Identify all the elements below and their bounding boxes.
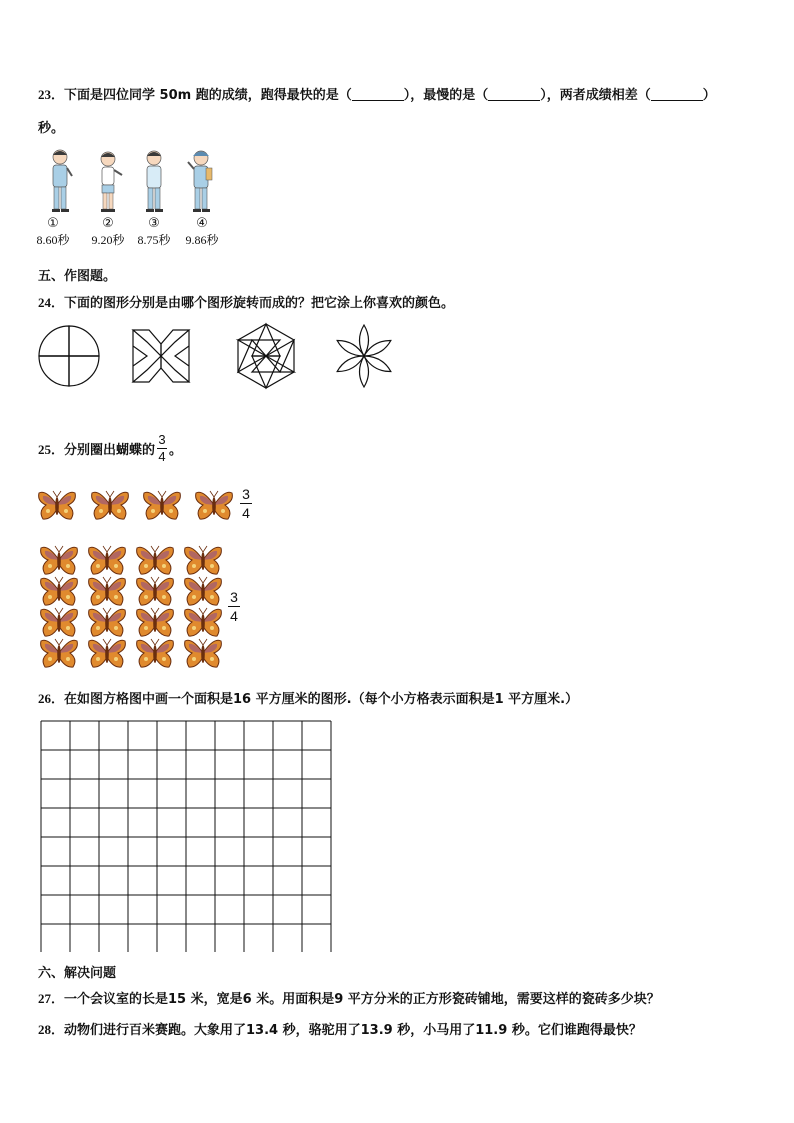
q25-fraction: [157, 433, 167, 464]
butterfly-icon[interactable]: [88, 606, 126, 638]
q23-text-a: 下面是四位同学 50m 跑的成绩，跑得最快的是（: [64, 88, 352, 103]
square-grid[interactable]: [40, 720, 332, 956]
butterfly-row-fraction-numerator: 3: [242, 486, 250, 502]
butterfly-icon[interactable]: [184, 637, 222, 669]
q23-line2: 秒。: [38, 121, 65, 136]
q23-number: 23．: [38, 87, 65, 102]
student-1-time: 8.60秒: [36, 233, 70, 247]
butterfly-grid-fraction-numerator: 3: [230, 589, 238, 605]
q25-fraction-numerator: 3: [158, 432, 166, 447]
q25-text-b: 。: [169, 443, 183, 458]
q23-blank-fastest[interactable]: [352, 88, 404, 101]
butterfly-icon[interactable]: [136, 637, 174, 669]
q27-line: [38, 988, 660, 1007]
student-1-figure: [52, 150, 72, 212]
butterfly-icon[interactable]: [195, 489, 233, 521]
student-2-mark: ②: [102, 216, 114, 231]
student-2-figure: [101, 152, 122, 212]
butterfly-icon[interactable]: [136, 606, 174, 638]
students-figures: [36, 148, 236, 218]
student-4-time: 9.86秒: [185, 233, 219, 247]
q26-number: 26．: [38, 691, 65, 706]
butterfly-row-fraction-denominator: 4: [242, 505, 250, 521]
butterfly-icon[interactable]: [40, 544, 78, 576]
student-3-time: 8.75秒: [137, 233, 171, 247]
q28-line: [38, 1019, 642, 1038]
butterfly-icon[interactable]: [40, 575, 78, 607]
hexagon-triangles-shape[interactable]: [238, 324, 294, 388]
butterfly-grid-fraction: [228, 589, 240, 624]
student-1-mark: ①: [47, 216, 59, 231]
q23-text-d: ）: [702, 88, 716, 103]
q23-line1: [38, 84, 716, 103]
butterfly-icon[interactable]: [91, 489, 129, 521]
student-4-figure: [188, 151, 212, 212]
section6-title: 六、解决问题: [38, 966, 117, 981]
butterfly-icon[interactable]: [143, 489, 181, 521]
q24-line: [38, 292, 454, 311]
q27-number: 27．: [38, 991, 65, 1006]
student-3-figure: [146, 151, 163, 212]
q23-text-b: ），最慢的是（: [403, 88, 489, 103]
parallelogram-cross-shape[interactable]: [133, 330, 189, 382]
q25-number: 25．: [38, 442, 65, 457]
butterfly-icon[interactable]: [184, 606, 222, 638]
section5-title: 五、作图题。: [38, 269, 117, 284]
q25-line: [38, 433, 182, 464]
flower-shape[interactable]: [335, 325, 393, 387]
butterfly-icon[interactable]: [88, 637, 126, 669]
student-4-mark: ④: [196, 216, 208, 231]
q26-line: [38, 688, 578, 707]
student-3-mark: ③: [148, 216, 160, 231]
butterfly-icon[interactable]: [40, 606, 78, 638]
butterfly-icon[interactable]: [136, 544, 174, 576]
q25-text-a: 分别圈出蝴蝶的: [64, 443, 156, 458]
butterfly-icon[interactable]: [184, 575, 222, 607]
rotation-figures: [36, 322, 416, 390]
butterfly-icon[interactable]: [88, 575, 126, 607]
butterfly-row-fraction: [240, 486, 252, 521]
butterfly-icon[interactable]: [184, 544, 222, 576]
q24-text: 下面的图形分别是由哪个图形旋转而成的？把它涂上你喜欢的颜色。: [64, 296, 455, 311]
butterfly-icon[interactable]: [88, 544, 126, 576]
square-grid-lines[interactable]: [40, 720, 332, 952]
q23-text-c: ），两者成绩相差（: [540, 88, 651, 103]
butterfly-icon[interactable]: [40, 637, 78, 669]
butterfly-grid-fraction-denominator: 4: [230, 608, 238, 624]
q26-text: 在如图方格图中画一个面积是16 平方厘米的图形.（每个小方格表示面积是1 平方厘米.）: [64, 692, 579, 707]
q23-blank-slowest[interactable]: [488, 88, 540, 101]
q27-text: 一个会议室的长是15 米，宽是6 米。用面积是9 平方分米的正方形瓷砖铺地，需要这样的瓷砖多少块？: [64, 992, 660, 1007]
q24-number: 24．: [38, 295, 65, 310]
q28-text: 动物们进行百米赛跑。大象用了13.4 秒，骆驼用了13.9 秒，小马用了11.9 秒。它们谁跑得最快？: [64, 1023, 642, 1038]
q25-fraction-denominator: 4: [158, 449, 166, 464]
butterfly-icon[interactable]: [136, 575, 174, 607]
q28-number: 28．: [38, 1022, 65, 1037]
pinwheel-shape[interactable]: [39, 326, 99, 386]
butterfly-icon[interactable]: [38, 489, 76, 521]
q23-blank-difference[interactable]: [651, 88, 703, 101]
student-2-time: 9.20秒: [91, 233, 125, 247]
